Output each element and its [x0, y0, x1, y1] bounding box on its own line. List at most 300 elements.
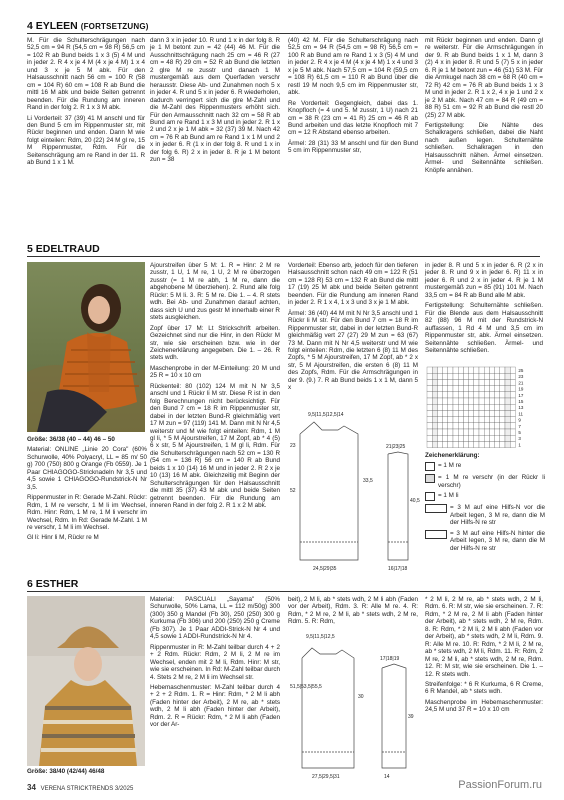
s5-sleeve-outline	[388, 452, 408, 560]
s4-col2-text: dann 3 x in jeder 10. R und 1 x in der folg 8. R je 1 M betont zun = 42 (44) 46 M. Für die Ausschnittschrägung nach 25 cm = 46 R (27 cm = 48 R) 29 cm = 52 R ab Bund die letzten 2 glre M re zusstr und danach 1 M mustergemäß aus dem Querfaden verschr herausstr. Diese Ab- und Zunahmen noch 5 x in jeder 4. R und 5 x in jeder 6. R wiederholen, dadurch verringert sich die glre M-Zahl und die M-Zahl des Rippenmusters erhöht sich. Für den Armausschnitt nach 32 cm = 58 R ab Bund am re Rand 1 x 3 M und in jeder 2. R 1 x 2 und 2 x je 1 M abk = 32 (37) 39 M. Nach 42 cm = 76 R ab Bund am re Rand 1 x 1 M und 2 x in jeder 6. R (1 x in der folg 8. R und 1 x in der folg 6. R) 2 x in jeder 8. R je 1 M betont zun = 38	[150, 37, 280, 164]
s5-dim-sleeve-top: 21|23|25	[386, 444, 406, 450]
chart-cell	[448, 429, 453, 435]
chart-cell	[453, 423, 458, 429]
s5-zopf: Zopf über 17 M: Lt Strickschrift arbeiten. Gezeichnet sind nur die Hinr, in den Rückr M str, wie sie erscheinen bzw. wie in der Zeichenerklärung angegeben. Die 1. – 26. R stets wdh.	[150, 324, 280, 362]
chart-cell	[505, 379, 510, 385]
chart-cell	[458, 417, 463, 423]
chart-cell	[448, 386, 453, 392]
s6-hebemaschenmuster: Hebemaschenmuster: M-Zahl teilbar durch 4 + 2 + 2 Rdm. 1. R = Hinr: Rdm, * 2 M li abh (Faden hinter der Arbeit), 2 M re, ab * stets wdh, 2 M li abh (Faden hinter der Arbeit), Rdm. 2. R = Rückr: Rdm, * 2 M li abh (Faden vor der Ar-	[150, 683, 280, 729]
chart-cell	[448, 410, 453, 416]
chart-cell	[479, 417, 484, 423]
legend-entry	[425, 530, 545, 552]
chart-cell	[510, 423, 515, 429]
legend-symbol-icon	[425, 530, 447, 539]
chart-cell	[484, 398, 489, 404]
chart-cell	[474, 392, 479, 398]
chart-cell	[463, 379, 468, 385]
chart-cell	[453, 367, 458, 373]
chart-cell	[432, 441, 437, 447]
chart-cell	[510, 435, 515, 441]
s6-dim-sleeve-bottom: 14	[384, 774, 390, 780]
s5-dim-sleeve-side: 40,5	[410, 498, 420, 504]
chart-cell	[500, 398, 505, 404]
chart-cell	[427, 435, 432, 441]
chart-cell	[432, 423, 437, 429]
chart-cell	[463, 441, 468, 447]
chart-cell	[489, 417, 494, 423]
s6-col4-text: * 2 M li, 2 M re, ab * stets wdh, 2 M li, Rdm. 6. R: M str, wie sie erscheinen. 7. R: Rdm, * 2 M re, 2 M li abh (Faden hinter der Arbeit), ab * stets wdh, 2 M re, Rdm. 8. R: Rdm, * 2 M li, 2 M li abh (Faden vor der Arbeit), ab * stets wdh, 2 M li, Rdm. 9. R: Alle M re. 10. R: Rdm, * 2 M li, 2 M re, ab * stets wdh, 2 M li, Rdm. 11. R: Rdm, 2 M re, 2 M li, ab * stets wdh, 2 M re, Rdm. 12. R: M str, wie sie erscheinen. Die 1. – 12. R stets wdh.	[425, 596, 543, 678]
s5-ajourstreifen: Ajourstreifen über 5 M: 1. R = Hinr: 2 M re zusstr, 1 U, 1 M re, 1 U, 2 M re überzogen zusstr (= 1 M re abh, 1 M re, dann die abgehobene M überziehen). 2. Rund alle folg Rückr: 5 M li. 3. R: 5 M re. Die 1. – 4. R stets wdh. Bei Ab- und Zunahmen darauf achten, dass sich U und zus gestr M innerhalb einer R stets ausgleichen.	[150, 262, 280, 322]
chart-cell	[484, 367, 489, 373]
s6-dim-bottom: 27,5|29,5|31	[312, 774, 340, 780]
chart-cell	[443, 386, 448, 392]
footer-text: VERENA STRICKTRENDS 3/2025	[40, 786, 134, 792]
legend-text: = 1 M re	[438, 462, 462, 470]
s5-aermel: Ärmel: 36 (40) 44 M mit N Nr 3,5 anschl und 1 Rückr li M str. Für den Bund 7 cm = 18 R im Rippenmuster str, dabei in der letzten Bund-R gleichmäßig vert 27 (27) 29 M zun = 63 (67) 73 M. Dann mit N Nr 4,5 weiterstr und M wie folgt einteilen: Rdm, die letzten 6 (8) 11 M des Zopfs, * 5 M Ajourstreifen, 17 M Zopf, ab * 2 x str, 5 M Ajourstreifen, die ersten 6 (8) 11 M des Zopfs, Rdm. Für die Armschrägungen in der 9. (9.) 7. R ab Bund beids 1 x 1 M, dann 5 x	[288, 309, 418, 392]
chart-cell	[474, 373, 479, 379]
chart-cell	[495, 386, 500, 392]
s6-column-4	[425, 596, 543, 780]
chart-cell	[500, 441, 505, 447]
chart-cell	[484, 392, 489, 398]
chart-cell	[489, 429, 494, 435]
chart-cell	[479, 386, 484, 392]
section-5-rule	[27, 256, 540, 257]
chart-cell	[437, 373, 442, 379]
chart-cell	[432, 379, 437, 385]
legend-symbol-icon	[425, 474, 435, 483]
s4-column-3	[288, 37, 418, 235]
chart-cell	[489, 410, 494, 416]
chart-cell	[489, 367, 494, 373]
section-4-title	[27, 20, 149, 32]
legend-text: = 1 M re verschr (in der Rückr li verschr)	[438, 474, 545, 489]
chart-cell	[484, 423, 489, 429]
chart-cell	[427, 386, 432, 392]
s4-column-4	[425, 37, 543, 235]
chart-cell	[500, 435, 505, 441]
chart-cell	[427, 417, 432, 423]
chart-row-number: 13	[518, 405, 524, 411]
chart-cell	[495, 373, 500, 379]
chart-cell	[453, 386, 458, 392]
s5-rueckenteil: Rückenteil: 80 (102) 124 M mit N Nr 3,5 anschl und 1 Rückr li M str. Diese R ist in den folg Berechnungen nicht berücksichtigt. Für den Bund 7 cm = 18 R im Rippenmuster str, dabei in der letzten Bund-R gleichmäßig vert 17 M zun = 97 (119) 141 M. Dann mit N Nr 4,5 weiterstr und M wie folgt einteilen: Rdm, 1 M gl li, * 5 M Ajourstreifen, 17 M Zopf, ab * 4 (5) 6 x str, 5 M Ajourstreifen, 1 M gl li, Rdm. Für die Schulterschrägungen nach 52 cm = 130 R (54 cm = 136 R) 56 cm = 140 R ab Bund beids 1 x 10 (14) 16 M und in jeder 2. R 2 x je 10 (13) 16 M abk. Gleichzeitig mit Beginn der Schulterschrägungen für den Halsausschnitt die mittl 35 (37) 43 M abk und beide Seiten getrennt beenden. Für die Rundung am inneren Rand in der folg 2. R 1 x 2 M abk.	[150, 382, 280, 510]
chart-cell	[437, 404, 442, 410]
chart-cell	[437, 398, 442, 404]
chart-cell	[432, 410, 437, 416]
s5-column-1	[27, 436, 147, 556]
chart-cell	[505, 423, 510, 429]
chart-cell	[443, 429, 448, 435]
chart-row-number: 5	[518, 430, 521, 435]
chart-cell	[437, 386, 442, 392]
legend-text: = 1 M li	[438, 492, 459, 500]
chart-cell	[463, 398, 468, 404]
chart-cell	[448, 435, 453, 441]
legend-entry	[425, 462, 545, 471]
chart-cell	[479, 410, 484, 416]
chart-cell	[453, 392, 458, 398]
s5-dim-bottom: 24,5|29|35	[313, 566, 337, 572]
chart-cell	[469, 404, 474, 410]
s5-column-4	[425, 262, 543, 357]
chart-cell	[448, 367, 453, 373]
s5-fertigstellung: Fertigstellung: Schulternähte schließen. Für die Blende aus dem Halsausschnitt 82 (88) 96 M mit der Rundstrick-N auffassen, 1 Rd 4 M und 3,5 cm im Rippenmuster str, abk. Ärmel einsetzen. Seitennähte schließen. Ärmel- und Seitennähte schließen.	[425, 302, 543, 354]
chart-cell	[463, 410, 468, 416]
chart-cell	[427, 392, 432, 398]
chart-cell	[427, 429, 432, 435]
legend-symbol-icon	[425, 492, 435, 501]
s5-column-2	[150, 262, 280, 572]
chart-legend	[425, 452, 545, 577]
s6-dim-top: 9,5|11,5|12,5	[306, 634, 335, 640]
chart-cell	[510, 404, 515, 410]
chart-cell	[437, 379, 442, 385]
chart-cell	[453, 379, 458, 385]
chart-row-number: 17	[518, 392, 524, 398]
chart-cell	[469, 417, 474, 423]
chart-cell	[500, 367, 505, 373]
chart-cell	[427, 404, 432, 410]
chart-cell	[484, 373, 489, 379]
chart-cell	[469, 392, 474, 398]
chart-cell	[479, 398, 484, 404]
chart-cell	[453, 398, 458, 404]
chart-cell	[427, 410, 432, 416]
s5-back-outline	[300, 422, 358, 560]
chart-cell	[458, 404, 463, 410]
chart-cell	[505, 386, 510, 392]
s6-sleeve-outline	[382, 664, 406, 768]
chart-cell	[463, 367, 468, 373]
chart-cell	[495, 435, 500, 441]
chart-cell	[510, 410, 515, 416]
s5-column-3	[288, 262, 418, 392]
s6-streifenfolge: Streifenfolge: * 6 R Kurkuma, 6 R Creme, 6 R Mandel, ab * stets wdh.	[425, 680, 543, 696]
chart-cell	[432, 367, 437, 373]
chart-row-number: 19	[518, 386, 524, 392]
s4-re-vorderteil-text: Re Vorderteil: Gegengleich, dabei das 1. Knopfloch (= 4 und 5. M zusstr, 1 U) nach 21 cm = 38 R (23 cm = 41 R) 25 cm = 46 R ab Bund arbeiten und das letzte Knopfloch mit 7 cm = 12 R Abstand ebenso arbeiten.	[288, 99, 418, 137]
s6-column-3	[288, 596, 418, 626]
section-4-name: 4 EYLEEN	[27, 20, 78, 32]
chart-cell	[510, 429, 515, 435]
legend-symbol-icon	[425, 462, 435, 471]
chart-cell	[489, 404, 494, 410]
legend-symbol-icon	[425, 504, 447, 513]
section-6-title: 6 ESTHER	[27, 578, 79, 590]
chart-cell	[443, 423, 448, 429]
s6-body-outline	[302, 648, 354, 768]
chart-cell	[453, 429, 458, 435]
chart-cell	[510, 386, 515, 392]
chart-cell	[427, 373, 432, 379]
chart-row-number: 23	[518, 374, 524, 380]
section-4-subtitle: (FORTSETZUNG)	[80, 22, 149, 31]
chart-cell	[505, 373, 510, 379]
s6-dim-sleeve-side: 39	[408, 714, 414, 720]
cable-chart	[425, 365, 545, 450]
chart-cell	[443, 441, 448, 447]
chart-cell	[448, 404, 453, 410]
chart-cell	[495, 410, 500, 416]
chart-cell	[469, 398, 474, 404]
s5-vorderteil: Vorderteil: Ebenso arb, jedoch für den tieferen Halsausschnitt schon nach 49 cm = 122 R (51 cm = 128 R) 53 cm = 132 R ab Bund die mittl 17 (19) 25 M abk und beide Seiten getrennt beenden. Für die Rundung am inneren Rand in jeder 2. R 1 x 4, 1 x 3 und 3 x je 1 M abk.	[288, 262, 418, 307]
chart-row-number: 7	[518, 423, 521, 429]
chart-cell	[427, 441, 432, 447]
chart-cell	[510, 379, 515, 385]
chart-cell	[489, 379, 494, 385]
edeltraud-photo	[27, 262, 145, 432]
chart-cell	[505, 435, 510, 441]
chart-cell	[479, 367, 484, 373]
chart-cell	[505, 404, 510, 410]
chart-cell	[479, 435, 484, 441]
chart-cell	[474, 386, 479, 392]
section-4-rule	[27, 33, 540, 34]
chart-cell	[495, 429, 500, 435]
chart-cell	[463, 417, 468, 423]
chart-cell	[500, 423, 505, 429]
chart-cell	[474, 441, 479, 447]
chart-cell	[474, 410, 479, 416]
chart-cell	[474, 429, 479, 435]
watermark: PassionForum.ru	[458, 779, 542, 791]
chart-cell	[474, 435, 479, 441]
chart-cell	[479, 392, 484, 398]
chart-cell	[484, 404, 489, 410]
chart-cell	[427, 379, 432, 385]
chart-cell	[505, 367, 510, 373]
chart-cell	[448, 441, 453, 447]
chart-cell	[495, 404, 500, 410]
chart-cell	[479, 404, 484, 410]
chart-cell	[443, 398, 448, 404]
chart-cell	[505, 398, 510, 404]
legend-title: Zeichenerklärung:	[425, 452, 480, 459]
chart-cell	[427, 423, 432, 429]
chart-cell	[500, 417, 505, 423]
chart-cell	[432, 429, 437, 435]
section-5-title: 5 EDELTRAUD	[27, 243, 100, 255]
chart-cell	[463, 423, 468, 429]
chart-cell	[500, 379, 505, 385]
chart-cell	[495, 392, 500, 398]
chart-cell	[479, 423, 484, 429]
s6-maschenprobe: Maschenprobe im Hebemaschenmuster: 24,5 M und 37 R = 10 x 10 cm	[425, 698, 543, 714]
chart-cell	[489, 392, 494, 398]
chart-cell	[495, 367, 500, 373]
chart-cell	[484, 429, 489, 435]
chart-cell	[510, 373, 515, 379]
s5-material: Material: ONLINE „Linie 20 Cora" (60% Schurwolle, 40% Polyacryl, LL = 85 m/ 50 g) 700 (750) 800 g Orange (Fb 0559). Je 1 Paar CHIAGOGO-Stricknadeln Nr 3,5 und 4,5 sowie 1 CHIAGOGO-Rundstrick-N Nr 3,5.	[27, 446, 147, 491]
chart-cell	[427, 367, 432, 373]
legend-entry	[425, 474, 545, 489]
chart-cell	[453, 435, 458, 441]
legend-text: = 3 M auf eine Hilfs-N vor die Arbeit legen, 3 M re, dann die M der Hilfs-N re str	[450, 504, 545, 527]
chart-cell	[437, 423, 442, 429]
s4-col4-text: mit Rückr beginnen und enden. Dann gl re weiterstr. Für die Armschrägungen in der 9. R ab Bund beids 1 x 1 M, dann 3 (2) 4 x in jeder 8. R und 5 (7) 5 x in jeder 6. R je 1 M betont zun = 46 (51) 53 M. Für die Armkugel nach 38 cm = 68 R (40 cm = 72 R) 42 cm = 76 R ab Bund beids 1 x 3 M und in jeder 2. R 1 x 2, 4 x je 1 und 2 x je 2 M abk. Nach 47 cm = 84 R (49 cm = 88 R) 51 cm = 92 R ab Bund die restl 20 (25) 27 M abk.	[425, 37, 543, 119]
chart-cell	[484, 410, 489, 416]
chart-cell	[432, 417, 437, 423]
chart-cell	[489, 373, 494, 379]
chart-cell	[458, 373, 463, 379]
legend-list	[425, 462, 545, 552]
s5-maschenprobe: Maschenprobe in der M-Einteilung: 20 M und 25 R = 10 x 10 cm	[150, 364, 280, 380]
chart-cell	[437, 367, 442, 373]
chart-cell	[463, 392, 468, 398]
s6-material: Material: PASCUALI „Sayama" (50% Schurwolle, 50% Lama, LL = 112 m/50g) 300 (300) 350 g Mandel (Fb 30), 250 (250) 300 g Kurkuma (Fb 306) und 200 (250) 250 g Creme (Fb 307). Je 1 Paar ADDI-Strick-N Nr 4 und 4,5 sowie 1 ADDI-Rundstrick-N Nr 4.	[150, 596, 280, 641]
chart-cell	[432, 404, 437, 410]
chart-cell	[463, 435, 468, 441]
chart-cell	[437, 435, 442, 441]
chart-cell	[448, 398, 453, 404]
chart-cell	[479, 441, 484, 447]
chart-cell	[458, 410, 463, 416]
chart-cell	[489, 398, 494, 404]
chart-cell	[458, 379, 463, 385]
chart-cell	[443, 410, 448, 416]
s6-col3-text: beit), 2 M li, ab * stets wdh, 2 M li abh (Faden vor der Arbeit), Rdm. 3. R: Alle M re. 4. R: Rdm, * 2 M re, 2 M li, ab * stets wdh, 2 M re, Rdm. 5. R: Rdm,	[288, 596, 418, 626]
chart-cell	[505, 441, 510, 447]
chart-cell	[453, 417, 458, 423]
chart-cell	[474, 367, 479, 373]
chart-cell	[495, 441, 500, 447]
chart-cell	[500, 404, 505, 410]
section-6-rule	[27, 591, 540, 592]
page-number: 34	[27, 783, 36, 792]
s4-column-1	[27, 37, 145, 235]
chart-cell	[484, 441, 489, 447]
s4-fertigstellung-text: Fertigstellung: Die Nähte des Schalkragens schließen, dabei die Naht nach außen legen. Schulternähte schließen. Schalkragen in den Halsausschnitt nähen. Ärmel einsetzen. Ärmel- und Seitennähte schließen. Knöpfe annähen.	[425, 121, 543, 174]
chart-cell	[505, 417, 510, 423]
chart-cell	[443, 379, 448, 385]
s5-gl-li: Gl li: Hinr li M, Rückr re M	[27, 534, 99, 542]
chart-cell	[437, 429, 442, 435]
chart-cell	[484, 386, 489, 392]
chart-cell	[453, 410, 458, 416]
s4-column-2	[150, 37, 280, 235]
chart-cell	[458, 423, 463, 429]
s6-size-box	[27, 768, 145, 780]
chart-cell	[510, 441, 515, 447]
s5-dim-left-a: 23	[290, 443, 296, 449]
chart-cell	[432, 398, 437, 404]
s6-dim-mid: 30	[358, 694, 364, 700]
chart-cell	[427, 398, 432, 404]
chart-row-number: 1	[518, 442, 521, 448]
chart-cell	[479, 429, 484, 435]
chart-cell	[432, 392, 437, 398]
chart-cell	[474, 417, 479, 423]
chart-cell	[443, 392, 448, 398]
legend-text: = 3 M auf eine Hilfs-N hinter die Arbeit legen, 3 M re, dann die M der Hilfs-N re str	[450, 529, 545, 552]
cable-chart-grid	[425, 365, 545, 450]
chart-cell	[469, 373, 474, 379]
chart-cell	[510, 367, 515, 373]
chart-cell	[479, 373, 484, 379]
chart-cell	[453, 404, 458, 410]
esther-photo	[27, 596, 145, 766]
s5-dim-sleeve-bottom: 16|17|18	[388, 566, 408, 572]
chart-cell	[443, 373, 448, 379]
chart-cell	[469, 410, 474, 416]
s6-schematic	[288, 628, 422, 780]
chart-row-number: 11	[518, 411, 524, 417]
chart-cell	[469, 423, 474, 429]
chart-cell	[458, 435, 463, 441]
chart-cell	[463, 373, 468, 379]
chart-cell	[469, 435, 474, 441]
chart-cell	[458, 367, 463, 373]
chart-cell	[500, 386, 505, 392]
chart-cell	[505, 410, 510, 416]
chart-cell	[432, 386, 437, 392]
chart-cell	[505, 429, 510, 435]
chart-cell	[463, 386, 468, 392]
s5-schematic	[288, 392, 422, 572]
chart-cell	[469, 386, 474, 392]
chart-cell	[432, 435, 437, 441]
s4-col3-text: (40) 42 M. Für die Schulterschrägung nach 52,5 cm = 94 R (54,5 cm = 98 R) 56,5 cm = 100 R ab Bund am re Rand 1 x 3 (5) 4 M und in jeder 2. R 4 x je 4 M (4 x je 4 M) 1 x 4 und 3 x je 5 M abk. Nach 57,5 cm = 104 R (59,5 cm = 108 R) 61,5 cm = 110 R ab Bund über die restl 19 M noch 9,5 cm im Rippenmuster str, abk.	[288, 37, 418, 97]
chart-cell	[443, 435, 448, 441]
chart-cell	[500, 392, 505, 398]
legend-entry	[425, 504, 545, 526]
s5-rippenmuster: Rippenmuster in R: Gerade M-Zahl. Rückr: Rdm, 1 M re verschr, 1 M li im Wechsel, Rdm. Hinr: Rdm, 1 M re, 1 M li verschr im Wechsel, Rdm. In Rd: Gerade M-Zahl. 1 M re verschr, 1 M li im Wechsel.	[27, 494, 147, 531]
chart-cell	[443, 367, 448, 373]
s5-dim-top: 9,5|11,5|12,5|14	[308, 412, 344, 418]
s6-rippenmuster: Rippenmuster in R: M-Zahl teilbar durch 4 + 2 + 2 Rdm. Rückr: Rdm, 2 M li, 2 M re im Wechsel, enden mit 2 M li, Rdm. Hinr: M str, wie sie erscheinen. In Rd: M-Zahl teilbar durch 4. Stets 2 M re, 2 M li im Wechsel str.	[150, 643, 280, 681]
s5-col4-text: in jeder 8. R und 5 x in jeder 6. R (2 x in jeder 8. R und 9 x in jeder 6. R) 11 x in jeder 6. R und 2 x in jeder 4. R je 1 M mustergemäß zun = 85 (91) 101 M. Nach 33,5 cm = 84 R ab Bund alle M abk.	[425, 262, 543, 299]
chart-cell	[453, 441, 458, 447]
s6-dim-left: 51,5|53,5|55,5	[290, 684, 322, 690]
chart-cell	[510, 392, 515, 398]
chart-cell	[484, 435, 489, 441]
chart-cell	[495, 417, 500, 423]
s4-li-vorderteil-text: Li Vorderteil: 37 (39) 41 M anschl und für den Bund 5 cm im Rippenmuster str, mit Rückr beginnen und enden. Dann M wie folgt einteilen: Rdm, 20 (22) 24 M gl re, 15 M Rippenmuster, Rdm. Für die Seitenschrägung am re Rand in der 11. R ab Bund 1 x 1 M.	[27, 114, 145, 167]
s6-size: Größe: 38/40 (42/44) 46/48	[27, 768, 105, 775]
chart-cell	[443, 417, 448, 423]
chart-cell	[432, 373, 437, 379]
s4-aermel-text: Ärmel: 28 (31) 33 M anschl und für den Bund 5 cm im Rippenmuster str,	[288, 139, 418, 155]
chart-cell	[484, 379, 489, 385]
chart-row-number: 9	[518, 417, 521, 423]
chart-cell	[443, 404, 448, 410]
chart-cell	[489, 441, 494, 447]
chart-cell	[479, 379, 484, 385]
chart-row-number: 21	[518, 380, 524, 386]
page-footer	[27, 783, 133, 792]
chart-cell	[458, 386, 463, 392]
chart-cell	[500, 373, 505, 379]
chart-cell	[463, 429, 468, 435]
chart-cell	[463, 404, 468, 410]
s6-dim-sleeve-top: 17|18|19	[380, 656, 400, 662]
chart-cell	[489, 386, 494, 392]
chart-cell	[474, 398, 479, 404]
s6-column-2	[150, 596, 280, 780]
s4-rueckenteil-text: M. Für die Schulterschrägungen nach 52,5 cm = 94 R (54,5 cm = 98 R) 56,5 cm = 102 R ab Bund beids 1 x 3 (5) 4 M und in jeder 2. R 4 x je 4 M (4 x je 4 M) 1 x 4 und 3 x je 5 M abk. Für den Halsausschnitt nach 56 cm = 100 R (58 cm = 104 R) 60 cm = 108 R ab Bund die mittl 16 M abk und beide Seiten getrennt beenden. Für die Rundung am inneren Rand in der folg 2. R 1 x 3 M abk.	[27, 37, 145, 112]
chart-cell	[453, 373, 458, 379]
chart-cell	[495, 379, 500, 385]
chart-cell	[489, 423, 494, 429]
chart-cell	[489, 435, 494, 441]
s5-size: Größe: 36/38 (40 – 44) 46 – 50	[27, 436, 115, 443]
chart-cell	[505, 392, 510, 398]
chart-cell	[458, 392, 463, 398]
chart-row-number: 25	[518, 368, 524, 373]
chart-cell	[474, 423, 479, 429]
chart-row-number: 15	[518, 399, 524, 404]
